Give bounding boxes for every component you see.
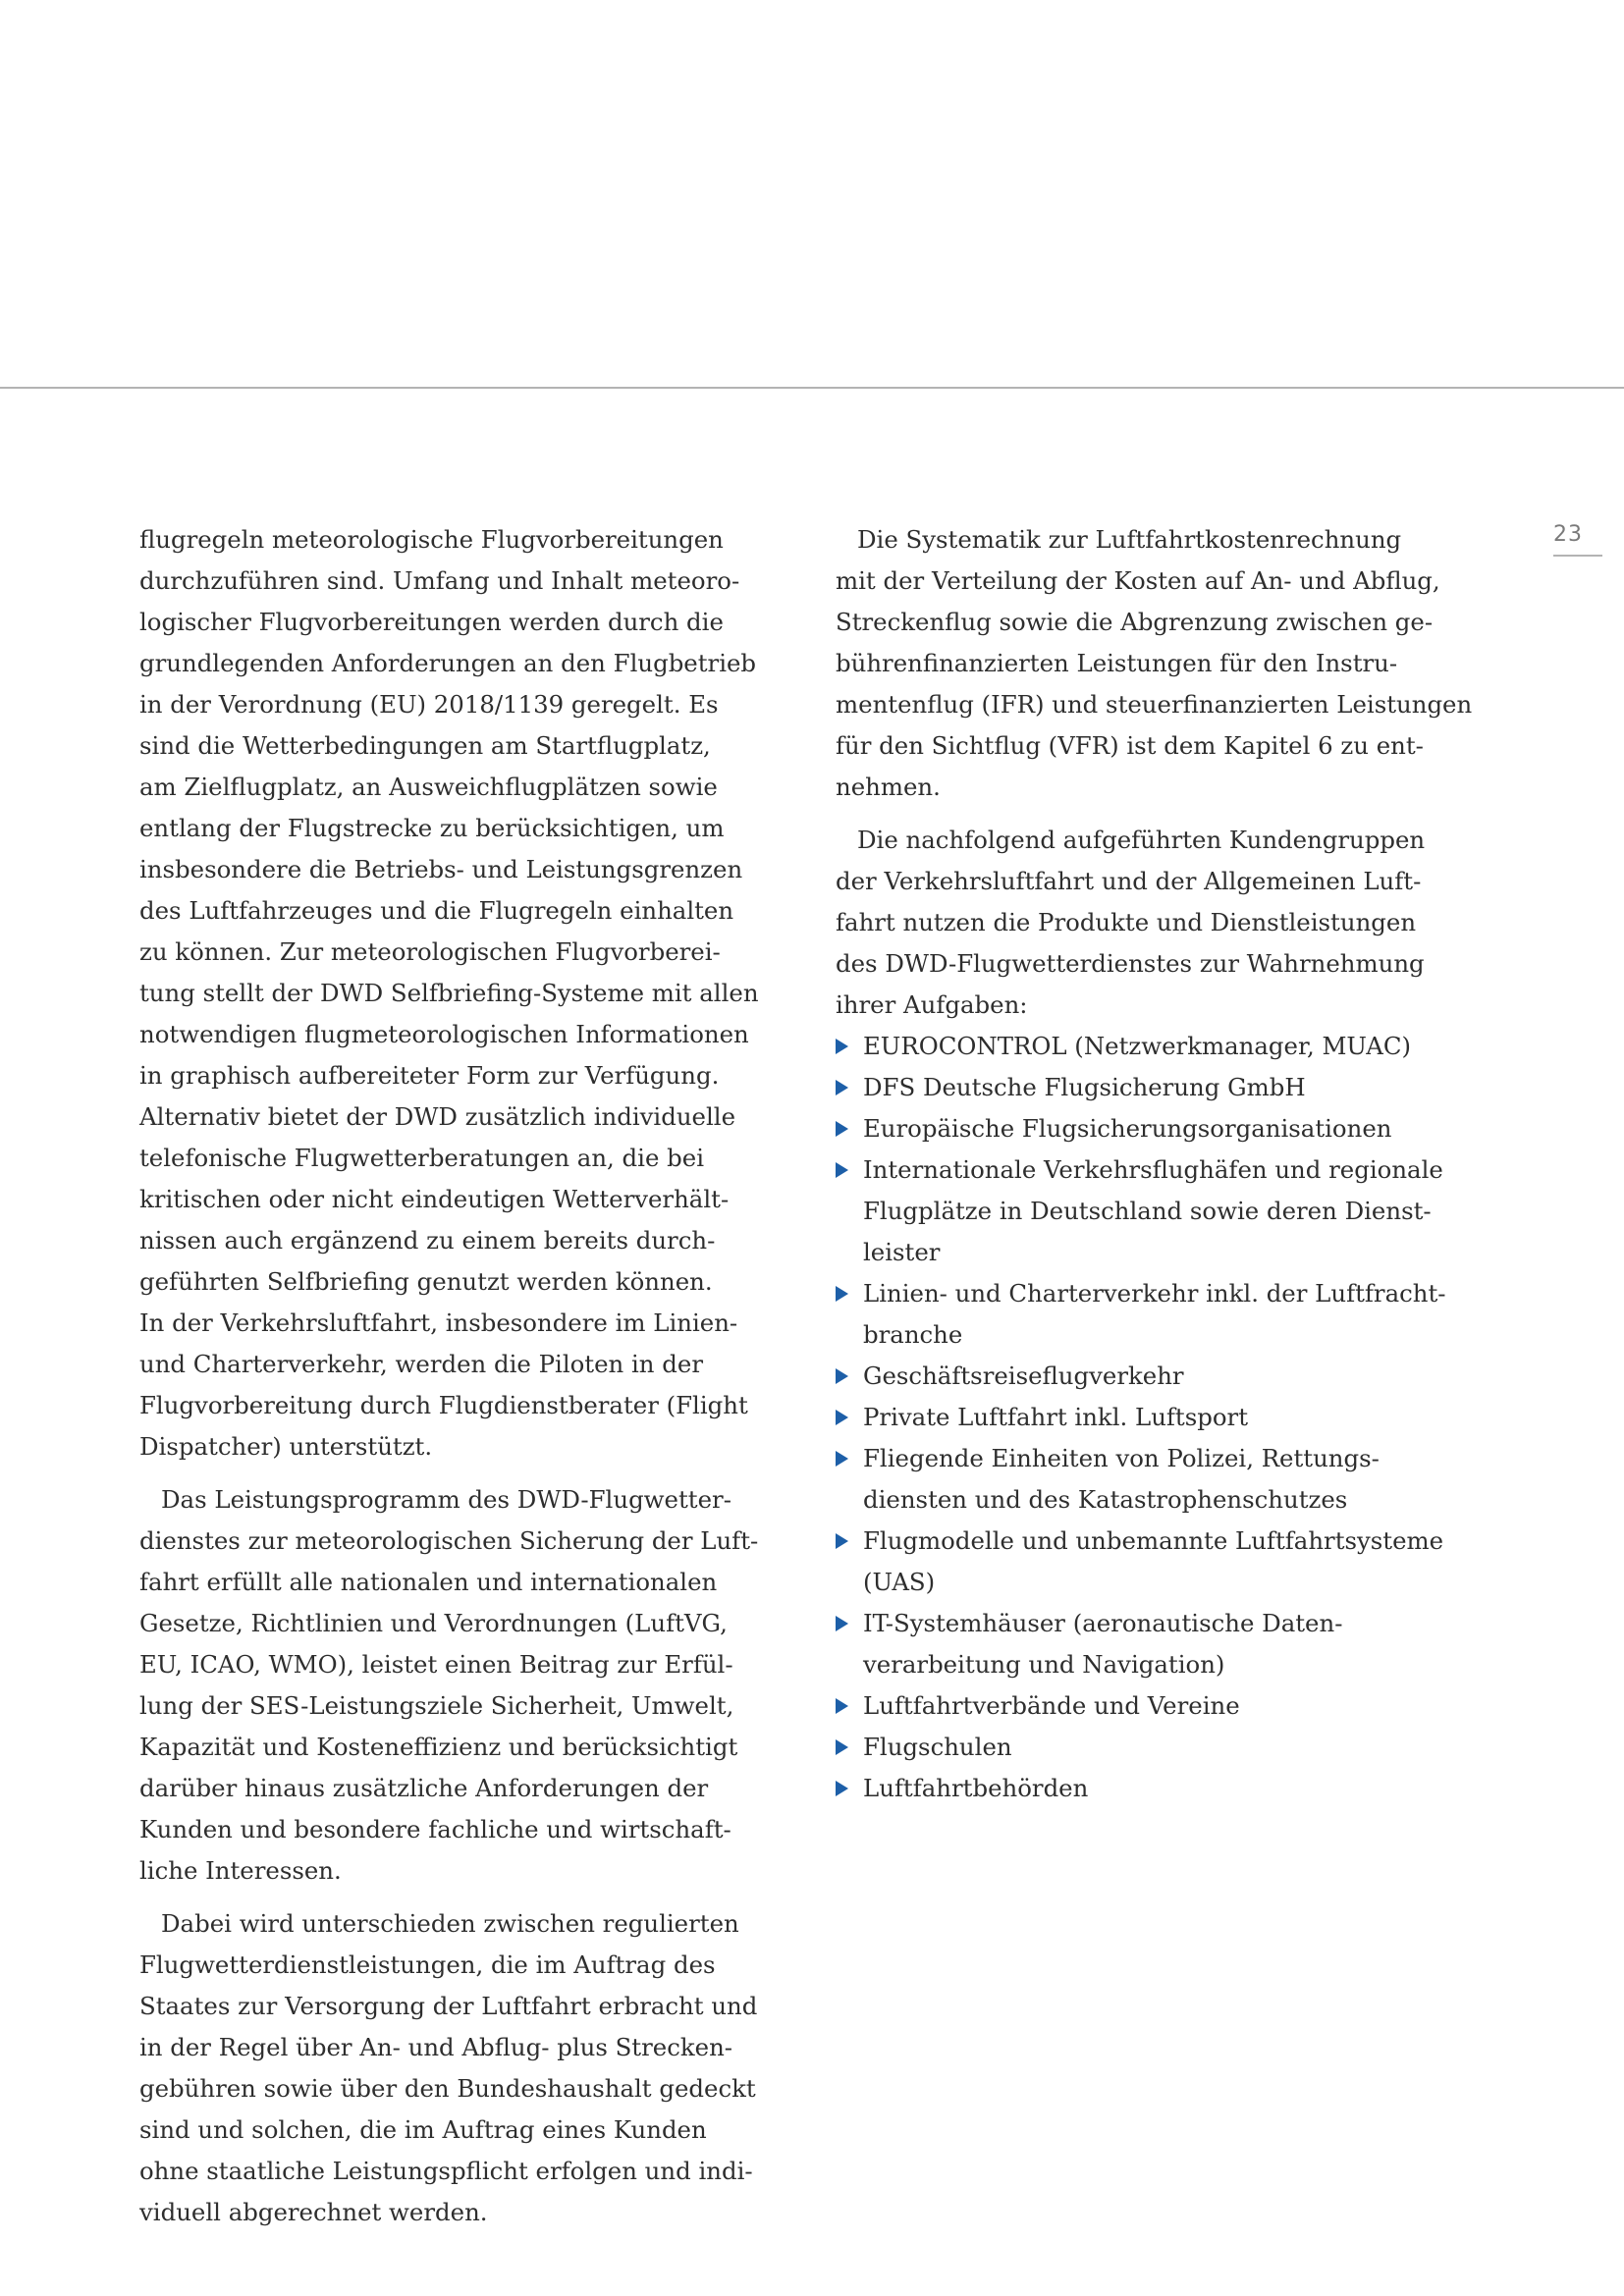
paragraph-line: Alternativ bietet der DWD zusätzlich individuelle bbox=[139, 1102, 736, 1131]
list-item-line: branche bbox=[863, 1320, 963, 1349]
paragraph-line: liche Interessen. bbox=[139, 1856, 342, 1885]
page-number: 23 bbox=[1553, 522, 1583, 547]
paragraph-line: grundlegenden Anforderungen an den Flugbetrieb bbox=[139, 649, 757, 677]
paragraph-line: notwendigen flugmeteorologischen Informationen bbox=[139, 1020, 749, 1048]
list-item-line: Geschäftsreiseflugverkehr bbox=[863, 1362, 1184, 1390]
bullet-triangle-icon bbox=[836, 1286, 848, 1302]
paragraph-line: Die nachfolgend aufgeführten Kundengruppen bbox=[857, 826, 1426, 854]
bullet-triangle-icon bbox=[836, 1368, 848, 1384]
paragraph-line: logischer Flugvorbereitungen werden durch die bbox=[139, 608, 724, 636]
paragraph-line: Dispatcher) unterstützt. bbox=[139, 1432, 433, 1461]
paragraph-line: Kunden und besondere fachliche und wirtschaft- bbox=[139, 1815, 731, 1843]
list-item-line: Linien- und Charterverkehr inkl. der Luftfracht- bbox=[863, 1279, 1446, 1308]
paragraph-line: und Charterverkehr, werden die Piloten in der bbox=[139, 1350, 703, 1378]
paragraph-line: in der Verordnung (EU) 2018/1139 geregelt. Es bbox=[139, 690, 719, 719]
paragraph-line: dienstes zur meteorologischen Sicherung der Luft- bbox=[139, 1526, 759, 1555]
bullet-triangle-icon bbox=[836, 1410, 848, 1425]
bullet-triangle-icon bbox=[836, 1121, 848, 1137]
list-item-line: leister bbox=[863, 1238, 941, 1266]
paragraph-line: EU, ICAO, WMO), leistet einen Beitrag zur Erfül- bbox=[139, 1650, 733, 1679]
paragraph-line: geführten Selfbriefing genutzt werden können. bbox=[139, 1267, 713, 1296]
paragraph-line: lung der SES-Leistungsziele Sicherheit, Umwelt, bbox=[139, 1691, 734, 1720]
paragraph-line: in graphisch aufbereiteter Form zur Verfügung. bbox=[139, 1061, 720, 1090]
paragraph-line: fahrt erfüllt alle nationalen und internationalen bbox=[139, 1568, 718, 1596]
header-divider bbox=[0, 387, 1624, 389]
paragraph-line: am Zielflugplatz, an Ausweichflugplätzen sowie bbox=[139, 773, 718, 801]
paragraph-line: Das Leistungsprogramm des DWD-Flugwetter- bbox=[161, 1485, 731, 1514]
bullet-triangle-icon bbox=[836, 1039, 848, 1054]
list-item-line: Internationale Verkehrsflughäfen und regionale bbox=[863, 1155, 1443, 1184]
paragraph-line: der Verkehrsluftfahrt und der Allgemeinen Luft- bbox=[836, 867, 1422, 895]
list-item-line: Luftfahrtverbände und Vereine bbox=[863, 1691, 1240, 1720]
bullet-triangle-icon bbox=[836, 1739, 848, 1755]
paragraph-line: Kapazität und Kosteneffizienz und berücksichtigt bbox=[139, 1733, 738, 1761]
bullet-triangle-icon bbox=[836, 1533, 848, 1549]
list-item-line: Flugschulen bbox=[863, 1733, 1012, 1761]
paragraph-line: insbesondere die Betriebs- und Leistungsgrenzen bbox=[139, 855, 743, 883]
list-item-line: IT-Systemhäuser (aeronautische Daten- bbox=[863, 1609, 1343, 1637]
list-item-line: DFS Deutsche Flugsicherung GmbH bbox=[863, 1073, 1306, 1101]
paragraph-line: Flugwetterdienstleistungen, die im Auftrag des bbox=[139, 1950, 716, 1979]
bullet-triangle-icon bbox=[836, 1781, 848, 1796]
paragraph-line: Gesetze, Richtlinien und Verordnungen (LuftVG, bbox=[139, 1609, 728, 1637]
paragraph-line: für den Sichtflug (VFR) ist dem Kapitel 6 zu ent- bbox=[836, 731, 1424, 760]
paragraph-line: des DWD-Flugwetterdienstes zur Wahrnehmung bbox=[836, 949, 1425, 978]
bullet-triangle-icon bbox=[836, 1451, 848, 1467]
bullet-triangle-icon bbox=[836, 1162, 848, 1178]
list-item-line: Fliegende Einheiten von Polizei, Rettungs- bbox=[863, 1444, 1380, 1472]
paragraph-line: nissen auch ergänzend zu einem bereits durch- bbox=[139, 1226, 716, 1255]
paragraph-line: sind und solchen, die im Auftrag eines Kunden bbox=[139, 2115, 707, 2144]
paragraph-line: entlang der Flugstrecke zu berücksichtigen, um bbox=[139, 814, 725, 842]
paragraph-line: durchzuführen sind. Umfang und Inhalt meteoro- bbox=[139, 566, 740, 595]
paragraph-line: nehmen. bbox=[836, 773, 941, 801]
paragraph-line: Die Systematik zur Luftfahrtkostenrechnung bbox=[857, 525, 1402, 554]
paragraph-line: zu können. Zur meteorologischen Flugvorberei- bbox=[139, 937, 721, 966]
paragraph-line: telefonische Flugwetterberatungen an, die bei bbox=[139, 1144, 705, 1172]
paragraph-line: kritischen oder nicht eindeutigen Wetterverhält- bbox=[139, 1185, 730, 1213]
paragraph-line: tung stellt der DWD Selfbriefing-Systeme mit allen bbox=[139, 979, 759, 1007]
paragraph-line: darüber hinaus zusätzliche Anforderungen der bbox=[139, 1774, 709, 1802]
list-item-line: diensten und des Katastrophenschutzes bbox=[863, 1485, 1348, 1514]
page-number-underline bbox=[1553, 555, 1602, 557]
bullet-triangle-icon bbox=[836, 1616, 848, 1631]
paragraph-line: ohne staatliche Leistungspflicht erfolgen und indi- bbox=[139, 2157, 753, 2185]
list-item-line: Luftfahrtbehörden bbox=[863, 1774, 1089, 1802]
list-item-line: EUROCONTROL (Netzwerkmanager, MUAC) bbox=[863, 1032, 1412, 1060]
paragraph-line: Dabei wird unterschieden zwischen regulierten bbox=[161, 1909, 739, 1938]
bullet-triangle-icon bbox=[836, 1080, 848, 1095]
list-item-line: Private Luftfahrt inkl. Luftsport bbox=[863, 1403, 1249, 1431]
bullet-triangle-icon bbox=[836, 1698, 848, 1714]
paragraph-line: in der Regel über An- und Abflug- plus Strecken- bbox=[139, 2033, 733, 2061]
list-item-line: verarbeitung und Navigation) bbox=[863, 1650, 1225, 1679]
list-item-line: Flugmodelle und unbemannte Luftfahrtsysteme bbox=[863, 1526, 1444, 1555]
list-item-line: Flugplätze in Deutschland sowie deren Dienst- bbox=[863, 1197, 1432, 1225]
paragraph-line: Staates zur Versorgung der Luftfahrt erbracht und bbox=[139, 1992, 758, 2020]
list-item-line: Europäische Flugsicherungsorganisationen bbox=[863, 1114, 1392, 1143]
list-item-line: (UAS) bbox=[863, 1568, 936, 1596]
paragraph-line: sind die Wetterbedingungen am Startflugplatz, bbox=[139, 731, 711, 760]
paragraph-line: fahrt nutzen die Produkte und Dienstleistungen bbox=[836, 908, 1417, 936]
paragraph-line: bührenfinanzierten Leistungen für den Instru- bbox=[836, 649, 1398, 677]
paragraph-line: des Luftfahrzeuges und die Flugregeln einhalten bbox=[139, 896, 734, 925]
paragraph-line: gebühren sowie über den Bundeshaushalt gedeckt bbox=[139, 2074, 756, 2103]
paragraph-line: mentenflug (IFR) und steuerfinanzierten Leistungen bbox=[836, 690, 1473, 719]
paragraph-line: flugregeln meteorologische Flugvorbereitungen bbox=[139, 525, 724, 554]
paragraph-line: mit der Verteilung der Kosten auf An- und Abflug, bbox=[836, 566, 1440, 595]
paragraph-line: Flugvorbereitung durch Flugdienstberater (Flight bbox=[139, 1391, 748, 1419]
paragraph-line: In der Verkehrsluftfahrt, insbesondere im Linien- bbox=[139, 1308, 738, 1337]
paragraph-line: Streckenflug sowie die Abgrenzung zwischen ge- bbox=[836, 608, 1434, 636]
paragraph-line: viduell abgerechnet werden. bbox=[139, 2198, 488, 2226]
paragraph-line: ihrer Aufgaben: bbox=[836, 990, 1028, 1019]
